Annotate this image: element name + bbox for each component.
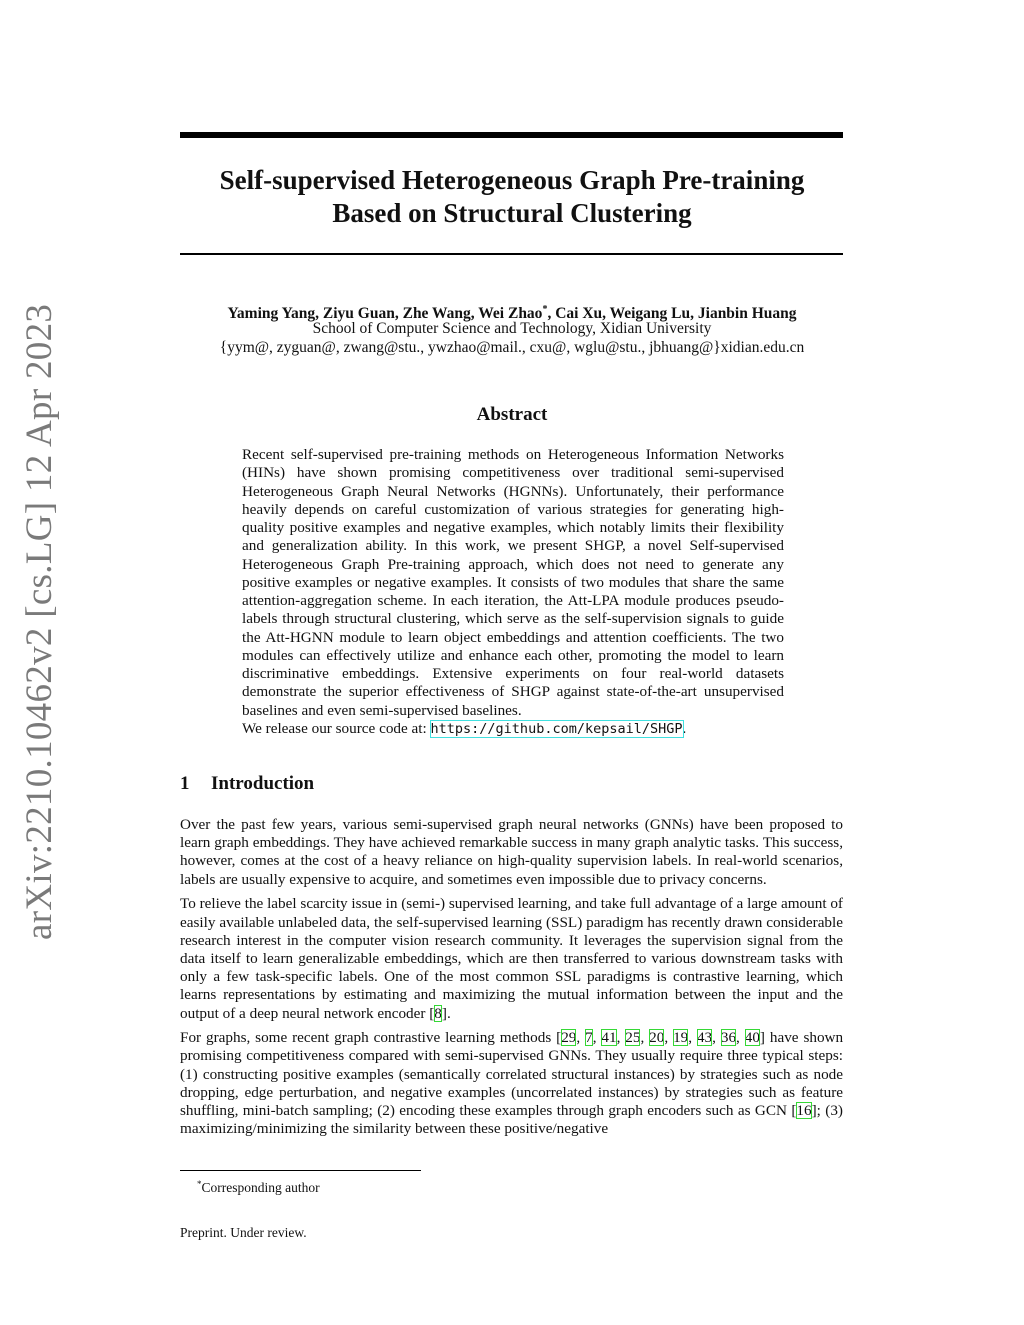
citation-link[interactable]: 43 <box>696 1029 713 1047</box>
footnote-text: Corresponding author <box>201 1180 320 1195</box>
footnote-mark: * <box>197 1179 202 1189</box>
title-line-2: Based on Structural Clustering <box>332 198 692 228</box>
author-names-part-1: Yaming Yang, Ziyu Guan, Zhe Wang, Wei Zhao <box>227 305 543 323</box>
corresponding-author-mark: * <box>542 304 548 315</box>
abstract-text: Recent self-supervised pre-training methods on Heterogeneous Information Networks (HINs) have shown promising competitiveness over traditional semi-supervised Heterogeneous Graph Neural Networks (HGNNs). Unfortunately, their performance heavily depends on careful customization of various strategies for generating high-quality positive examples and negative examples, which notably limits their flexibility and generalization ability. In this work, we present SHGP, a novel Self-supervised Heterogeneous Graph Pre-training approach, which does not need to generate any positive examples or negative examples. It consists of two modules that share the same attention-aggregation scheme. In each iteration, the Att-LPA module produces pseudo-labels through structural clustering, which serve as the self-supervision signals to guide the Att-HGNN module to learn object embeddings and attention coefficients. The two modules can effectively utilize and enhance each other, promoting the model to learn discriminative embeddings. Extensive experiments on four real-world datasets demonstrate the superior effectiveness of SHGP against state-of-the-art unsupervised baselines and even semi-supervised baselines. <box>242 446 784 719</box>
author-affiliation: School of Computer Science and Technology, Xidian University <box>312 320 712 337</box>
footnote <box>197 1176 320 1196</box>
citation-separator: , <box>664 1029 674 1047</box>
citation-link[interactable]: 8 <box>434 1004 442 1022</box>
citation-separator: , <box>640 1029 650 1047</box>
footnote-rule <box>180 1170 421 1171</box>
citation-link[interactable]: 19 <box>673 1029 689 1047</box>
title-top-rule <box>180 132 843 138</box>
code-release-suffix: . <box>682 719 687 737</box>
title-bottom-rule <box>180 253 843 255</box>
paper-title <box>150 164 874 230</box>
citation-link[interactable]: 7 <box>585 1029 593 1047</box>
code-release-prefix: We release our source code at: <box>242 719 431 737</box>
intro-paragraph-1: Over the past few years, various semi-supervised graph neural networks (GNNs) have been proposed to learn graph embeddings. They have achieved remarkable success in many graph analytic tasks. This success, however, comes at the cost of a heavy reliance on high-quality supervision labels. In real-world scenarios, labels are usually expensive to acquire, and sometimes even impossible due to privacy concerns. <box>180 816 843 888</box>
citation-separator: , <box>736 1029 745 1047</box>
citation-link[interactable]: 25 <box>625 1029 641 1047</box>
introduction-body <box>180 816 843 1145</box>
introduction-heading <box>180 772 314 796</box>
arxiv-identifier-stamp: arXiv:2210.10462v2 [cs.LG] 12 Apr 2023 <box>19 303 60 940</box>
title-line-1: Self-supervised Heterogeneous Graph Pre-training <box>219 165 805 195</box>
citation-bracket-close: ]. <box>441 1004 451 1022</box>
intro-paragraph-3-end: ]; (3) maximizing/minimizing the similarity between these positive/negative <box>180 1102 843 1138</box>
intro-paragraph-2-text: To relieve the label scarcity issue in (semi-) supervised learning, and take full advantage of a large amount of easily available unlabeled data, the self-supervised learning (SSL) paradigm has recently drawn considerable research interest in the computer vision research community. It leverages the supervision signal from the data itself to learn generalizable embeddings, which are then transferred to various downstream tasks with only a few task-specific labels. One of the most common SSL paradigms is contrastive learning, which learns representations by estimating and maximizing the mutual information between the input and the output of a deep neural network encoder <box>180 895 843 1022</box>
intro-paragraph-3-mid: ] have shown promising competitiveness compared with semi-supervised GNNs. They usually require three typical steps: (1) constructing positive examples (semantically correlated structural instances) by strategies such as node dropping, edge perturbation, and negative examples (uncorrelated instances) by strategies such as feature shuffling, mini-batch sampling; (2) encoding these examples through graph encoders such as GCN [ <box>180 1029 844 1120</box>
section-title: Introduction <box>211 773 315 794</box>
preprint-note: Preprint. Under review. <box>180 1225 307 1240</box>
intro-paragraph-2 <box>180 895 843 1022</box>
source-code-link[interactable]: https://github.com/kepsail/SHGP <box>430 720 683 737</box>
abstract-heading: Abstract <box>476 404 548 425</box>
citation-link[interactable]: 41 <box>601 1029 617 1047</box>
citation-link[interactable]: 29 <box>561 1029 577 1047</box>
abstract-body <box>242 446 784 738</box>
section-number: 1 <box>180 773 190 794</box>
citation-group <box>561 1029 760 1046</box>
author-names-part-2: , Cai Xu, Weigang Lu, Jianbin Huang <box>547 305 797 323</box>
citation-link[interactable]: 36 <box>720 1029 737 1047</box>
citation-separator: , <box>616 1029 626 1047</box>
author-emails: {yym@, zyguan@, zwang@stu., ywzhao@mail., cxu@, wglu@stu., jbhuang@}xidian.edu.cn <box>219 339 805 356</box>
citation-bracket-open: [ <box>429 1004 435 1022</box>
citation-separator: , <box>712 1029 721 1047</box>
citation-link[interactable]: 20 <box>649 1029 665 1047</box>
citation-separator: , <box>688 1029 697 1047</box>
citation-separator: , <box>592 1029 602 1047</box>
intro-paragraph-3 <box>180 1029 843 1138</box>
citation-link-gcn[interactable]: 16 <box>796 1102 812 1120</box>
intro-paragraph-3-start: For graphs, some recent graph contrastive learning methods [ <box>180 1029 562 1047</box>
citation-separator: , <box>576 1029 586 1047</box>
citation-link[interactable]: 40 <box>744 1029 760 1047</box>
